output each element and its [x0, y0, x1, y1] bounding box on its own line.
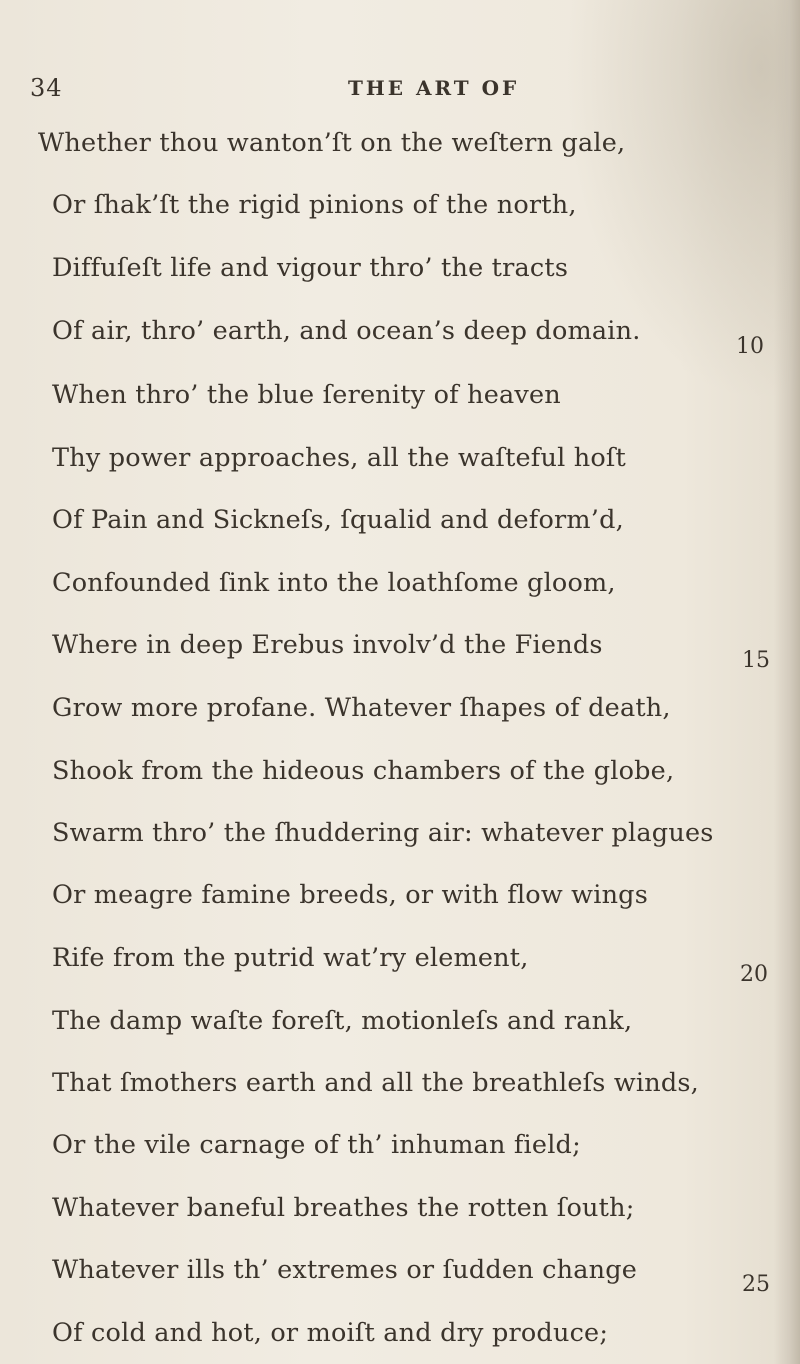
page-edge-shadow	[774, 0, 800, 1364]
running-head: THE ART OF	[348, 76, 520, 100]
poem-line: When thro’ the blue ſerenity of heaven	[52, 380, 561, 410]
poem-line: Rife from the putrid wat’ry element,	[52, 943, 529, 973]
poem-line: Or meagre famine breeds, or with flow wings	[52, 880, 648, 910]
poem-line: The damp waſte foreſt, motionleſs and rank,	[52, 1006, 633, 1036]
poem-line: Diffuſeſt life and vigour thro’ the tracts	[52, 253, 569, 283]
poem-line: Swarm thro’ the ſhuddering air: whatever plagues	[52, 818, 714, 848]
poem-line: Of Pain and Sickneſs, ſqualid and deform’d,	[52, 505, 624, 535]
poem-line: Whatever ills th’ extremes or ſudden change	[52, 1255, 638, 1285]
line-number: 15	[742, 648, 770, 673]
poem-line: That ſmothers earth and all the breathleſs winds,	[52, 1068, 699, 1098]
line-number: 20	[740, 962, 768, 987]
poem-line: Where in deep Erebus involv’d the Fiends	[52, 630, 603, 660]
poem-line: Confounded ſink into the loathſome gloom,	[52, 568, 616, 598]
poem-line: Shook from the hideous chambers of the globe,	[52, 756, 675, 786]
poem-line: Of air, thro’ earth, and ocean’s deep domain.	[52, 316, 641, 346]
poem-line: Or ſhak’ſt the rigid pinions of the north,	[52, 190, 577, 220]
poem-line: Thy power approaches, all the waſteful hoſt	[52, 443, 626, 473]
poem-line: Of cold and hot, or moiſt and dry produce;	[52, 1318, 609, 1348]
poem-line: Or the vile carnage of th’ inhuman field;	[52, 1130, 581, 1160]
page-header	[30, 74, 730, 104]
line-number: 10	[736, 334, 764, 359]
page-number: 34	[30, 74, 63, 102]
poem-line: Grow more profane. Whatever ſhapes of death,	[52, 693, 671, 723]
poem-line: Whether thou wanton’ſt on the weſtern gale,	[38, 128, 626, 158]
line-number: 25	[742, 1272, 770, 1297]
poem-line: Whatever baneful breathes the rotten ſouth;	[52, 1193, 635, 1223]
